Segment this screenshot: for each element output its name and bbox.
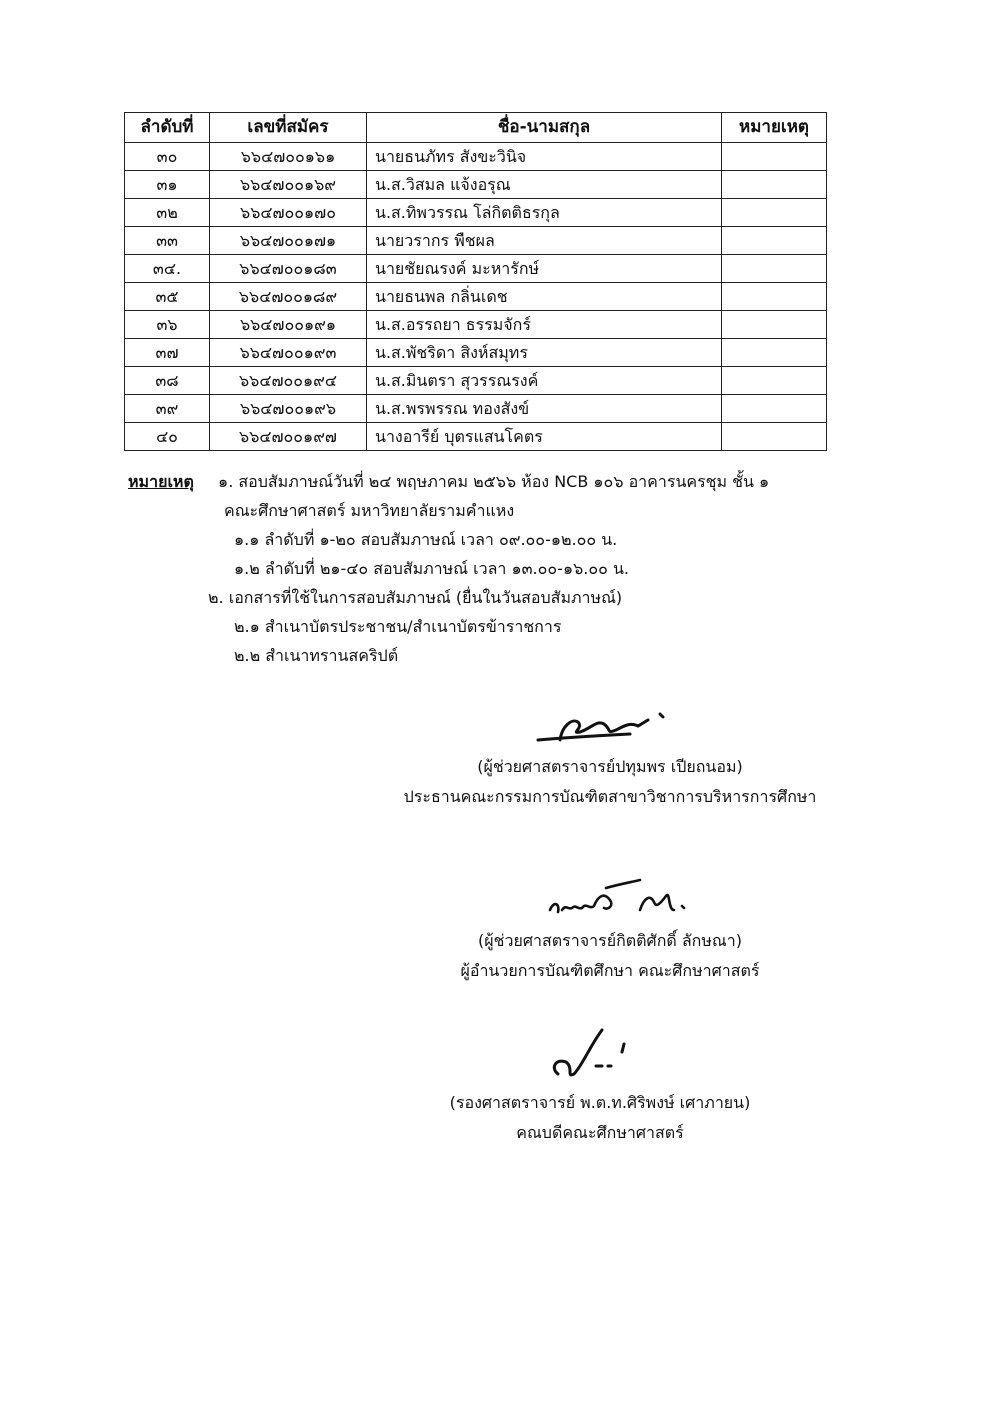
handwritten-signature [520, 700, 700, 752]
cell-full-name: น.ส.พรพรรณ ทองสังข์ [367, 395, 722, 423]
cell-order: ๓๖ [125, 311, 210, 339]
cell-application-number: ๖๖๔๗๐๐๑๙๔ [210, 367, 367, 395]
cell-application-number: ๖๖๔๗๐๐๑๖๙ [210, 171, 367, 199]
handwritten-signature [520, 1022, 680, 1088]
cell-full-name: นายชัยณรงค์ มะหารักษ์ [367, 255, 722, 283]
cell-full-name: นายธนพล กลิ่นเดช [367, 283, 722, 311]
cell-remark [722, 143, 827, 171]
cell-application-number: ๖๖๔๗๐๐๑๖๑ [210, 143, 367, 171]
note-item: คณะศึกษาศาสตร์ มหาวิทยาลัยรามคำแหง [224, 501, 515, 520]
note-item: ๒. เอกสารที่ใช้ในการสอบสัมภาษณ์ (ยื่นในวันสอบสัมภาษณ์) [208, 588, 623, 607]
cell-application-number: ๖๖๔๗๐๐๑๙๓ [210, 339, 367, 367]
applicant-table [124, 112, 827, 451]
cell-application-number: ๖๖๔๗๐๐๑๗๐ [210, 199, 367, 227]
cell-remark [722, 283, 827, 311]
table-row [125, 143, 827, 171]
cell-remark [722, 311, 827, 339]
table-row [125, 367, 827, 395]
signatory-title: ผู้อำนวยการบัณฑิตศึกษา คณะศึกษาศาสตร์ [460, 961, 760, 980]
cell-order: ๓๘ [125, 367, 210, 395]
note-item: ๒.๒ สำเนาทรานสคริปต์ [234, 646, 399, 665]
cell-remark [722, 367, 827, 395]
cell-full-name: นายธนภัทร สังขะวินิจ [367, 143, 722, 171]
cell-order: ๓๐ [125, 143, 210, 171]
cell-application-number: ๖๖๔๗๐๐๑๙๑ [210, 311, 367, 339]
table-header-row [125, 113, 827, 143]
signatory-title: คณบดีคณะศึกษาศาสตร์ [516, 1123, 684, 1142]
cell-application-number: ๖๖๔๗๐๐๑๙๖ [210, 395, 367, 423]
notes-label: หมายเหตุ [128, 472, 194, 491]
signature-block-director [380, 870, 840, 986]
signature-block-chair [380, 700, 840, 812]
table-row [125, 227, 827, 255]
cell-order: ๓๙ [125, 395, 210, 423]
header-application-number: เลขที่สมัคร [210, 113, 367, 143]
note-item: ๑.๒ ลำดับที่ ๒๑-๔๐ สอบสัมภาษณ์ เวลา ๑๓.๐๐-๑๖.๐๐ น. [234, 559, 629, 578]
signatory-name: (รองศาสตราจารย์ พ.ต.ท.ศิริพงษ์ เศาภายน) [449, 1093, 751, 1112]
cell-order: ๓๒ [125, 199, 210, 227]
cell-remark [722, 171, 827, 199]
cell-application-number: ๖๖๔๗๐๐๑๗๑ [210, 227, 367, 255]
note-item: ๑.๑ ลำดับที่ ๑-๒๐ สอบสัมภาษณ์ เวลา ๐๙.๐๐-๑๒.๐๐ น. [234, 530, 618, 549]
cell-order: ๓๗ [125, 339, 210, 367]
cell-full-name: น.ส.มินตรา สุวรรณรงค์ [367, 367, 722, 395]
note-item: ๑. สอบสัมภาษณ์วันที่ ๒๔ พฤษภาคม ๒๕๖๖ ห้อง NCB ๑๐๖ อาคารนครชุม ชั้น ๑ [218, 472, 770, 491]
table-row [125, 255, 827, 283]
header-remark: หมายเหตุ [722, 113, 827, 143]
signature-block-dean [370, 1022, 830, 1148]
cell-remark [722, 199, 827, 227]
header-full-name: ชื่อ-นามสกุล [367, 113, 722, 143]
cell-remark [722, 227, 827, 255]
cell-full-name: น.ส.อรรถยา ธรรมจักร์ [367, 311, 722, 339]
cell-remark [722, 395, 827, 423]
cell-remark [722, 255, 827, 283]
cell-full-name: น.ส.ทิพวรรณ โล่กิตติธรกุล [367, 199, 722, 227]
table-row [125, 311, 827, 339]
note-item: ๒.๑ สำเนาบัตรประชาชน/สำเนาบัตรข้าราชการ [234, 617, 562, 636]
table-row [125, 283, 827, 311]
cell-application-number: ๖๖๔๗๐๐๑๘๓ [210, 255, 367, 283]
signatory-name: (ผู้ช่วยศาสตราจารย์กิตติศักดิ์ ลักษณา) [478, 931, 742, 950]
table-row [125, 171, 827, 199]
cell-order: ๔๐ [125, 423, 210, 451]
cell-order: ๓๑ [125, 171, 210, 199]
cell-full-name: น.ส.พัชริดา สิงห์สมุทร [367, 339, 722, 367]
cell-full-name: นายวรากร พืชผล [367, 227, 722, 255]
cell-full-name: นางอารีย์ บุตรแสนโคตร [367, 423, 722, 451]
signatory-name: (ผู้ช่วยศาสตราจารย์ปทุมพร เปียถนอม) [477, 757, 743, 776]
table-row [125, 339, 827, 367]
table-row [125, 395, 827, 423]
cell-remark [722, 423, 827, 451]
cell-remark [722, 339, 827, 367]
signatory-title: ประธานคณะกรรมการบัณฑิตสาขาวิชาการบริหารการศึกษา [403, 787, 817, 806]
header-order: ลำดับที่ [125, 113, 210, 143]
table-row [125, 199, 827, 227]
cell-application-number: ๖๖๔๗๐๐๑๘๙ [210, 283, 367, 311]
cell-order: ๓๔. [125, 255, 210, 283]
notes-line-1 [128, 470, 769, 495]
table-row [125, 423, 827, 451]
handwritten-signature [520, 870, 700, 926]
cell-application-number: ๖๖๔๗๐๐๑๙๗ [210, 423, 367, 451]
cell-full-name: น.ส.วิสมล แจ้งอรุณ [367, 171, 722, 199]
cell-order: ๓๓ [125, 227, 210, 255]
cell-order: ๓๕ [125, 283, 210, 311]
